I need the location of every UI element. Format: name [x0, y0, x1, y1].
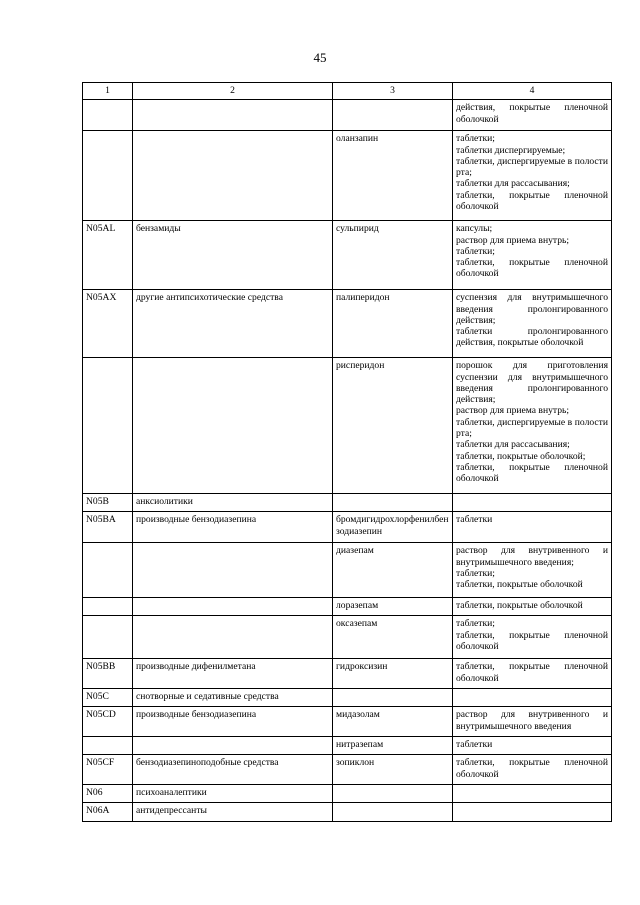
table-row — [83, 358, 612, 494]
dosage-form-line: порошок для приготовления суспензии для внутримышечного введения пролонгированного действия; — [456, 360, 608, 406]
dosage-form-line: раствор для внутривенного и внутримышечного введения; — [456, 545, 608, 568]
dosage-form-line: таблетки, покрытые оболочкой — [456, 600, 583, 612]
drug-name-cell: оланзапин — [333, 131, 453, 221]
atc-code-cell: N05B — [83, 494, 133, 512]
dosage-form-line: таблетки, покрытые пленочной оболочкой — [456, 661, 608, 684]
dosage-forms-cell — [453, 616, 612, 659]
dosage-form-line: таблетки, покрытые пленочной оболочкой — [456, 257, 608, 280]
table-row — [83, 512, 612, 543]
drug-name-cell — [333, 494, 453, 512]
dosage-forms-cell — [453, 755, 612, 785]
dosage-forms-cell — [453, 131, 612, 221]
table-row — [83, 100, 612, 131]
table-row — [83, 616, 612, 659]
dosage-forms-cell — [453, 100, 612, 131]
dosage-form-line: таблетки, диспергируемые в полости рта; — [456, 155, 608, 179]
dosage-form-line: раствор для приема внутрь; — [456, 234, 570, 246]
table-row — [83, 737, 612, 755]
dosage-form-line: раствор для приема внутрь; — [456, 405, 570, 417]
drug-name-cell: оксазепам — [333, 616, 453, 659]
group-name-cell: снотворные и седативные средства — [133, 689, 333, 707]
drug-name-cell: мидазолам — [333, 707, 453, 737]
dosage-forms-cell — [453, 358, 612, 494]
group-name-cell: производные дифенилметана — [133, 659, 333, 689]
dosage-form-line: капсулы; — [456, 223, 493, 235]
atc-code-cell: N05BA — [83, 512, 133, 543]
drug-name-cell: бромдигидрохлорфенилбензодиазепин — [333, 512, 453, 543]
table-row — [83, 707, 612, 737]
atc-code-cell — [83, 737, 133, 755]
dosage-forms-cell — [453, 598, 612, 616]
dosage-form-line: суспензия для внутримышечного введения пролонгированного действия; — [456, 292, 608, 326]
dosage-forms-cell — [453, 707, 612, 737]
table-row — [83, 598, 612, 616]
table-row — [83, 803, 612, 822]
dosage-form-line: таблетки; — [456, 245, 495, 257]
atc-code-cell: N05CD — [83, 707, 133, 737]
atc-code-cell — [83, 598, 133, 616]
dosage-forms-cell — [453, 803, 612, 822]
group-name-cell — [133, 358, 333, 494]
drug-name-cell — [333, 785, 453, 803]
drug-name-cell: зопиклон — [333, 755, 453, 785]
group-name-cell — [133, 737, 333, 755]
page-number: 45 — [313, 50, 327, 65]
medicine-table-container — [82, 82, 611, 822]
dosage-forms-cell — [453, 689, 612, 707]
drug-name-cell: рисперидон — [333, 358, 453, 494]
table-row — [83, 689, 612, 707]
group-name-cell: бензодиазепиноподобные средства — [133, 755, 333, 785]
group-name-cell — [133, 543, 333, 598]
medicine-table — [82, 82, 612, 822]
group-name-cell: анксиолитики — [133, 494, 333, 512]
dosage-forms-cell — [453, 785, 612, 803]
group-name-cell — [133, 131, 333, 221]
header-col-4: 4 — [453, 83, 612, 100]
header-col-1: 1 — [83, 83, 133, 100]
drug-name-cell — [333, 803, 453, 822]
dosage-form-line: таблетки, покрытые оболочкой; — [456, 450, 586, 462]
dosage-form-line: таблетки диспергируемые; — [456, 144, 566, 156]
group-name-cell — [133, 598, 333, 616]
table-row — [83, 755, 612, 785]
drug-name-cell: сульпирид — [333, 221, 453, 290]
table-body — [83, 100, 612, 822]
table-row — [83, 659, 612, 689]
table-row — [83, 785, 612, 803]
dosage-forms-cell — [453, 494, 612, 512]
group-name-cell: психоаналептики — [133, 785, 333, 803]
dosage-form-line: таблетки — [456, 739, 493, 751]
drug-name-cell — [333, 100, 453, 131]
group-name-cell — [133, 100, 333, 131]
table-row — [83, 494, 612, 512]
dosage-form-line: таблетки для рассасывания; — [456, 439, 570, 451]
dosage-forms-cell — [453, 543, 612, 598]
atc-code-cell: N05AL — [83, 221, 133, 290]
dosage-forms-cell — [453, 512, 612, 543]
header-row — [83, 83, 612, 100]
dosage-form-line: таблетки, покрытые пленочной оболочкой — [456, 629, 608, 652]
dosage-forms-cell — [453, 659, 612, 689]
drug-name-cell: лоразепам — [333, 598, 453, 616]
dosage-form-line: таблетки — [456, 514, 493, 526]
drug-name-cell — [333, 689, 453, 707]
table-row — [83, 290, 612, 358]
dosage-form-line: таблетки, покрытые пленочной оболочкой — [456, 189, 608, 213]
atc-code-cell: N06A — [83, 803, 133, 822]
group-name-cell: другие антипсихотические средства — [133, 290, 333, 358]
dosage-form-line: таблетки для рассасывания; — [456, 178, 570, 190]
dosage-forms-cell — [453, 737, 612, 755]
dosage-form-line: таблетки, покрытые пленочной оболочкой — [456, 757, 608, 780]
dosage-form-line: таблетки, покрытые оболочкой — [456, 579, 583, 591]
drug-name-cell: гидроксизин — [333, 659, 453, 689]
dosage-form-line: раствор для внутривенного и внутримышечного введения — [456, 709, 608, 732]
header-col-2: 2 — [133, 83, 333, 100]
table-row — [83, 221, 612, 290]
atc-code-cell — [83, 358, 133, 494]
atc-code-cell — [83, 616, 133, 659]
group-name-cell: антидепрессанты — [133, 803, 333, 822]
dosage-form-line: таблетки; — [456, 133, 495, 145]
table-row — [83, 131, 612, 221]
drug-name-cell: палиперидон — [333, 290, 453, 358]
dosage-form-line: действия, покрытые пленочной оболочкой — [456, 102, 608, 125]
atc-code-cell — [83, 543, 133, 598]
group-name-cell — [133, 616, 333, 659]
atc-code-cell: N05C — [83, 689, 133, 707]
table-row — [83, 543, 612, 598]
atc-code-cell: N05AX — [83, 290, 133, 358]
dosage-form-line: таблетки, диспергируемые в полости рта; — [456, 416, 608, 440]
atc-code-cell — [83, 100, 133, 131]
drug-name-cell: нитразепам — [333, 737, 453, 755]
group-name-cell: производные бензодиазепина — [133, 512, 333, 543]
dosage-form-line: таблетки; — [456, 618, 495, 630]
atc-code-cell: N05BB — [83, 659, 133, 689]
drug-name-cell: диазепам — [333, 543, 453, 598]
dosage-forms-cell — [453, 221, 612, 290]
atc-code-cell: N06 — [83, 785, 133, 803]
dosage-form-line: таблетки пролонгированного действия, покрытые оболочкой — [456, 326, 608, 349]
atc-code-cell: N05CF — [83, 755, 133, 785]
dosage-form-line: таблетки; — [456, 567, 495, 579]
dosage-form-line: таблетки, покрытые пленочной оболочкой — [456, 461, 608, 485]
dosage-forms-cell — [453, 290, 612, 358]
group-name-cell: производные бензодиазепина — [133, 707, 333, 737]
atc-code-cell — [83, 131, 133, 221]
group-name-cell: бензамиды — [133, 221, 333, 290]
header-col-3: 3 — [333, 83, 453, 100]
